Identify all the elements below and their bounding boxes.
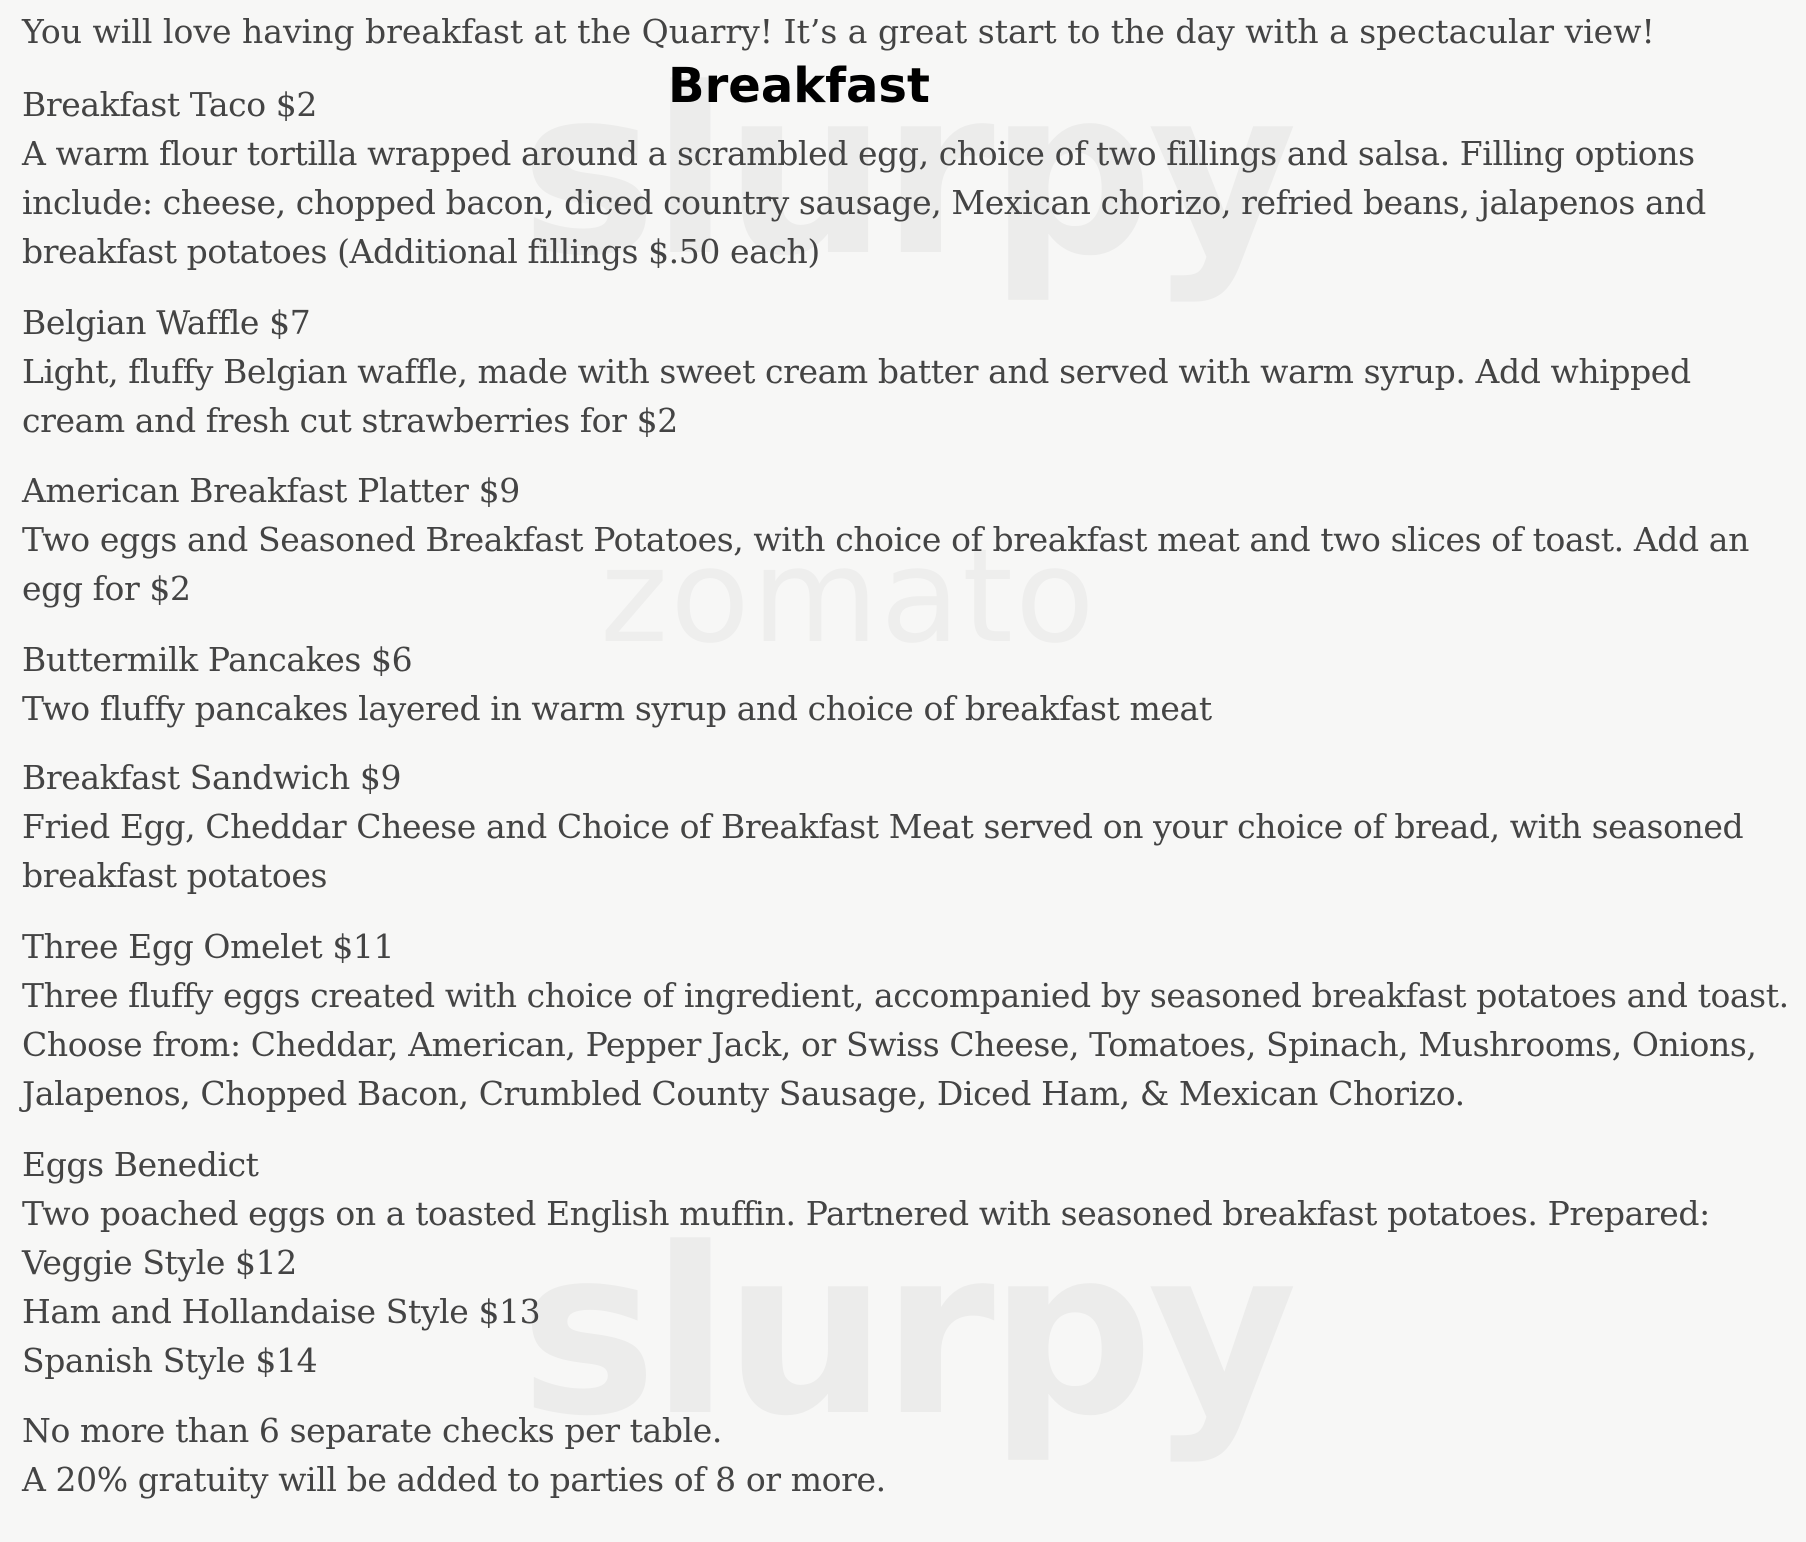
- item-name: Buttermilk Pancakes $6: [22, 640, 413, 679]
- footer-note-checks: No more than 6 separate checks per table.: [22, 1411, 722, 1450]
- item-name: Breakfast Taco $2: [22, 85, 317, 124]
- description-line: include: cheese, chopped bacon, diced country sausage, Mexican chorizo, refried beans, jalapenos and: [22, 183, 1706, 222]
- item-name: American Breakfast Platter $9: [22, 471, 520, 510]
- menu-item-buttermilk-pancakes: [22, 635, 1792, 733]
- description-line: Ham and Hollandaise Style $13: [22, 1292, 541, 1331]
- menu-item-three-egg-omelet: [22, 922, 1792, 1118]
- item-description: [22, 971, 1792, 1118]
- intro-text: You will love having breakfast at the Quarry! It’s a great start to the day with a spectacular view!: [22, 12, 1655, 51]
- item-description: [22, 1189, 1792, 1385]
- menu-item-breakfast-sandwich: [22, 753, 1792, 900]
- item-name: Belgian Waffle $7: [22, 303, 311, 342]
- menu-item-eggs-benedict: [22, 1140, 1792, 1385]
- description-line: Fried Egg, Cheddar Cheese and Choice of Breakfast Meat served on your choice of bread, with seasoned: [22, 807, 1744, 846]
- menu-footer-notes: [22, 1406, 1792, 1504]
- description-line: breakfast potatoes: [22, 856, 327, 895]
- footer-note-gratuity: A 20% gratuity will be added to parties of 8 or more.: [22, 1460, 886, 1499]
- description-line: Two fluffy pancakes layered in warm syrup and choice of breakfast meat: [22, 689, 1212, 728]
- description-line: Spanish Style $14: [22, 1341, 318, 1380]
- item-description: [22, 129, 1792, 276]
- description-line: Jalapenos, Chopped Bacon, Crumbled County Sausage, Diced Ham, & Mexican Chorizo.: [22, 1074, 1465, 1113]
- menu-item-breakfast-taco: [22, 80, 1792, 276]
- item-description: [22, 347, 1792, 445]
- item-name: Eggs Benedict: [22, 1145, 259, 1184]
- description-line: Choose from: Cheddar, American, Pepper Jack, or Swiss Cheese, Tomatoes, Spinach, Mushrooms, Onions,: [22, 1025, 1757, 1064]
- item-name: Breakfast Sandwich $9: [22, 758, 402, 797]
- description-line: Three fluffy eggs created with choice of ingredient, accompanied by seasoned breakfast potatoes and toast.: [22, 976, 1789, 1015]
- description-line: A warm flour tortilla wrapped around a scrambled egg, choice of two fillings and salsa. Filling options: [22, 134, 1695, 173]
- item-description: [22, 802, 1792, 900]
- description-line: egg for $2: [22, 569, 191, 608]
- item-description: [22, 684, 1792, 733]
- menu-title: Breakfast: [668, 58, 930, 114]
- item-name: Three Egg Omelet $11: [22, 927, 395, 966]
- description-line: breakfast potatoes (Additional fillings $.50 each): [22, 232, 820, 271]
- description-line: Two poached eggs on a toasted English muffin. Partnered with seasoned breakfast potatoes. Prepared:: [22, 1194, 1710, 1233]
- description-line: Light, fluffy Belgian waffle, made with sweet cream batter and served with warm syrup. Add whipped: [22, 352, 1691, 391]
- description-line: Two eggs and Seasoned Breakfast Potatoes, with choice of breakfast meat and two slices of toast. Add an: [22, 520, 1749, 559]
- menu-item-belgian-waffle: [22, 298, 1792, 445]
- item-description: [22, 515, 1792, 613]
- description-line: cream and fresh cut strawberries for $2: [22, 401, 678, 440]
- description-line: Veggie Style $12: [22, 1243, 297, 1282]
- menu-item-american-breakfast-platter: [22, 466, 1792, 613]
